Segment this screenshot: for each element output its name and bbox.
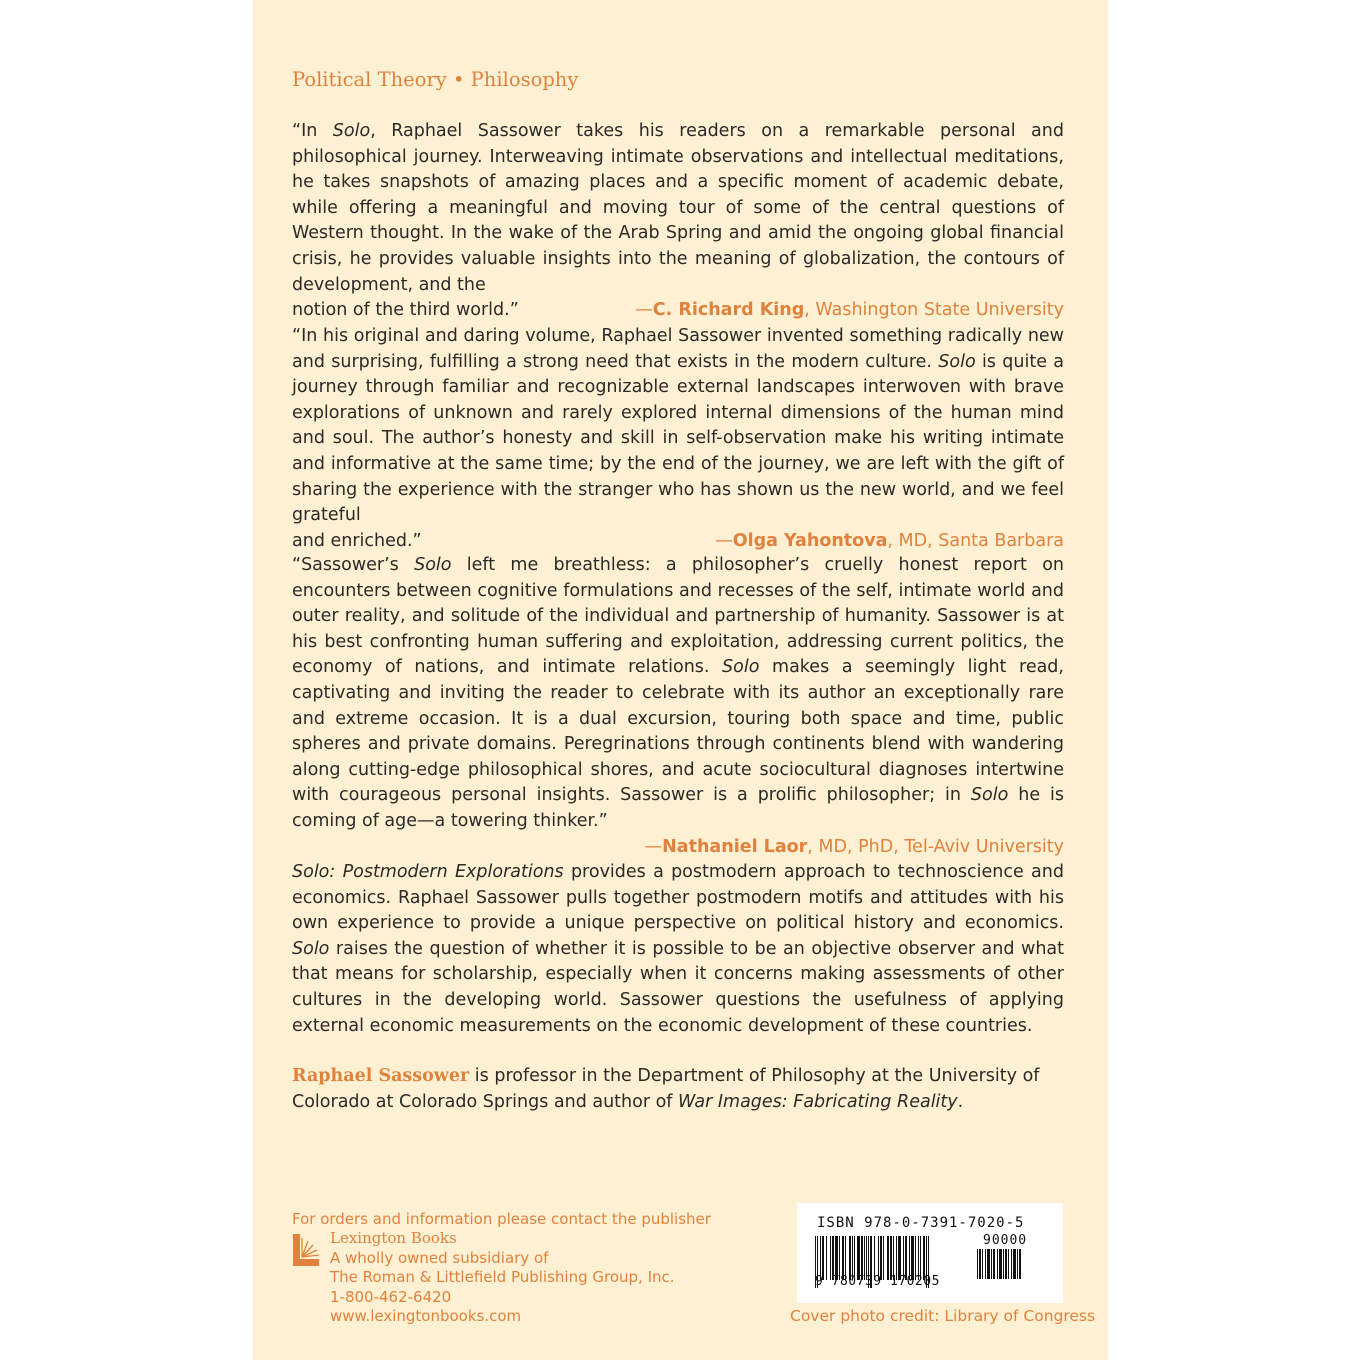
attribution	[635, 298, 1064, 324]
quote-open: “In	[292, 121, 333, 141]
blurb-yahontova	[292, 324, 1064, 554]
attribution-affiliation: , Washington State University	[804, 300, 1064, 321]
quote-text: makes a seemingly light read, captivating and inviting the reader to celebrate with its author an exceptionally rare and extreme occasion. It is a dual excursion, touring both space and time, public spheres and private domains. Peregrinations through continents blend with wandering along cutting-edge philosophical shores, and acute sociocultural diagnoses intertwine with courageous personal insights. Sassower is a prolific philosopher; in	[292, 657, 1064, 806]
attribution-affiliation: , MD, Santa Barbara	[887, 530, 1064, 551]
barcode-bar	[999, 1249, 1002, 1279]
isbn-number: ISBN 978-0-7391-7020-5	[817, 1215, 1025, 1231]
cover-photo-credit: Cover photo credit: Library of Congress	[790, 1307, 1096, 1325]
quote-text: “In his original and daring volume, Raphael Sassower invented something radically new and surprising, fulfilling a strong need that exists in the modern culture.	[292, 326, 1064, 372]
addon-barcode-bars	[977, 1249, 1049, 1287]
description-text	[292, 860, 1064, 1039]
publisher-lines	[330, 1229, 675, 1327]
book-title-italic: Solo	[292, 938, 330, 959]
publisher-phone: 1-800-462-6420	[330, 1287, 452, 1306]
quote-text: , Raphael Sassower takes his readers on a remarkable personal and philosophical journey. Interweaving intimate observations and intellectual meditations, he takes snapshots of amazing places and a specific moment of academic debate, while offering a meaningful and moving tour of some of the central questions of Western thought. In the wake of the Arab Spring and amid the ongoing global financial crisis, he provides valuable insights into the meaning of globalization, the contours of development, and the	[292, 121, 1064, 295]
quote-text: is quite a journey through familiar and recognizable external landscapes interwoven with brave explorations of unknown and rarely explored internal dimensions of the human mind and soul. The author’s honesty and skill in self-observation make his writing intimate and informative at the same time; by the end of the journey, we are left with the gift of sharing the experience with the stranger who has shown us the new world, and we feel grateful	[292, 351, 1064, 526]
barcode-bar	[1013, 1249, 1016, 1279]
lexington-logo-icon	[292, 1232, 322, 1268]
quote-last-line: and enriched.”	[292, 530, 422, 551]
barcode-bar	[997, 1249, 998, 1279]
book-title-italic: Solo	[722, 657, 760, 678]
blurb-text	[292, 324, 1064, 529]
attribution-name: Nathaniel Laor	[662, 836, 808, 857]
isbn-barcode	[797, 1203, 1063, 1303]
blurb-text	[292, 119, 1064, 298]
attribution	[715, 529, 1064, 555]
description-part: raises the question of whether it is possible to be an objective observer and what that means for scholarship, especially when it concerns making assessments of other cultures in the developing world. Sassower questions the usefulness of applying external economic measurements on the economic development of these countries.	[292, 938, 1064, 1036]
barcode-bar	[985, 1249, 986, 1279]
book-title-italic: Solo	[414, 555, 452, 575]
book-title-italic: Solo	[332, 121, 371, 141]
author-bio-text	[292, 1064, 1064, 1115]
attribution-dash: —	[635, 300, 653, 321]
blurb-laor	[292, 553, 1064, 860]
quote-text: “Sassower’s	[292, 555, 415, 575]
book-full-title: Solo: Postmodern Explorations	[292, 862, 564, 882]
barcode-bar	[987, 1249, 990, 1279]
barcode-digits: 9 780739 170205	[815, 1274, 940, 1289]
publisher-info	[292, 1210, 711, 1325]
barcode-bar	[991, 1249, 992, 1279]
barcode-bar	[1003, 1249, 1004, 1279]
author-bio	[292, 1064, 1064, 1115]
publisher-parent: The Roman & Littlefield Publishing Group, Inc.	[330, 1268, 675, 1286]
blurb-text	[292, 553, 1064, 835]
quote-last-line: notion of the third world.”	[292, 300, 519, 321]
book-description	[292, 860, 1064, 1039]
contact-line: For orders and information please contact the publisher	[292, 1210, 711, 1228]
author-name: Raphael Sassower	[292, 1066, 470, 1086]
barcode-bar	[1008, 1249, 1009, 1279]
barcode-bar	[1005, 1249, 1007, 1279]
category-label: Political Theory • Philosophy	[292, 68, 579, 91]
barcode-bar	[993, 1249, 995, 1279]
attribution-dash: —	[644, 836, 663, 857]
blurb-king	[292, 119, 1064, 324]
attribution	[292, 835, 1064, 861]
barcode-bar	[979, 1249, 981, 1279]
book-title-italic: Solo	[970, 785, 1009, 806]
attribution-dash: —	[715, 530, 733, 551]
publisher-name: Lexington Books	[330, 1229, 457, 1247]
other-book-title: War Images: Fabricating Reality	[678, 1091, 958, 1112]
attribution-affiliation: , MD, PhD, Tel-Aviv University	[807, 836, 1064, 857]
barcode-bar	[1019, 1249, 1021, 1279]
description-part: provides a postmodern approach to technoscience and economics. Raphael Sassower pulls together postmodern motifs and attitudes with his own experience to provide a unique perspective on political history and economics.	[292, 862, 1064, 934]
quote-text: he is coming of age—a towering thinker.”	[292, 785, 1064, 831]
blurb-last-line	[292, 529, 1064, 555]
barcode-bar	[1017, 1249, 1018, 1279]
attribution-name: Olga Yahontova	[732, 530, 888, 551]
barcode-bar	[977, 1249, 978, 1279]
price-code: 90000	[983, 1233, 1028, 1248]
publisher-subsidiary: A wholly owned subsidiary of	[330, 1248, 549, 1267]
book-title-italic: Solo	[938, 351, 976, 372]
blurb-last-line	[292, 298, 1064, 324]
bio-part: is professor in the Department of Philosophy at the University of Colorado at Colorado Springs and author of	[292, 1066, 1040, 1112]
barcode-bar	[1011, 1249, 1012, 1279]
attribution-name: C. Richard King	[652, 300, 805, 321]
publisher-website: www.lexingtonbooks.com	[330, 1307, 522, 1325]
barcode-bar	[982, 1249, 983, 1279]
quote-text: left me breathless: a philosopher’s cruelly honest report on encounters between cognitive formulations and recesses of the self, intimate world and outer reality, and solitude of the individual and partnership of humanity. Sassower is at his best confronting human suffering and exploitation, addressing current politics, the economy of nations, and intimate relations.	[292, 555, 1065, 678]
bio-part: .	[957, 1091, 964, 1112]
